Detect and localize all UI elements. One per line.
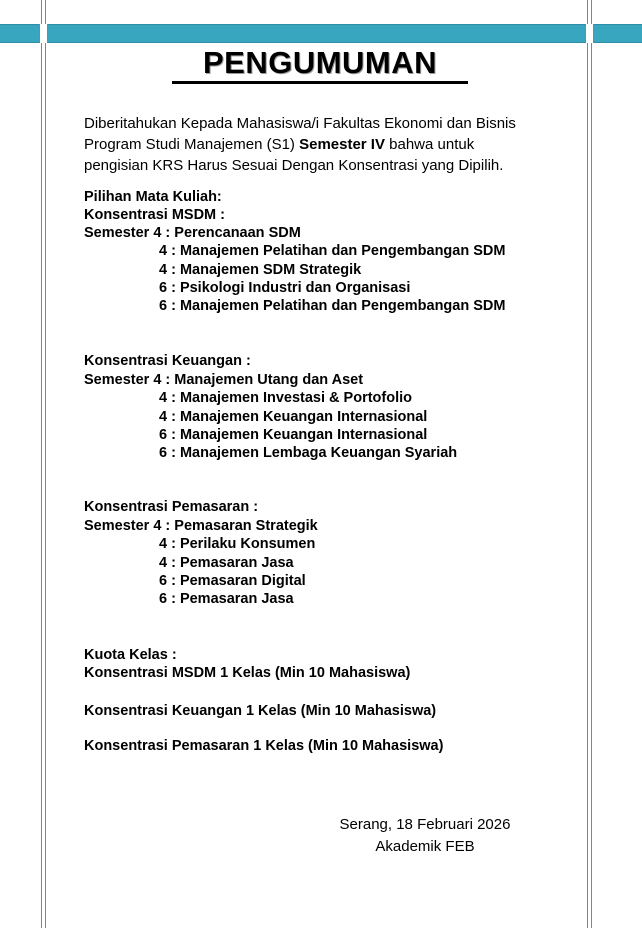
kuota-pemasaran: Konsentrasi Pemasaran 1 Kelas (Min 10 Mahasiswa) <box>84 738 444 754</box>
kuota-keuangan: Konsentrasi Keuangan 1 Kelas (Min 10 Mahasiswa) <box>84 703 437 719</box>
pemasaran-heading: Konsentrasi Pemasaran : <box>84 499 259 515</box>
intro-line-2-pre: Program Studi Manajemen (S1) <box>84 136 300 153</box>
intro-line-3: pengisian KRS Harus Sesuai Dengan Konsentrasi yang Dipilih. <box>84 157 504 174</box>
keuangan-row: 6 : Manajemen Lembaga Keuangan Syariah <box>159 445 458 461</box>
page-title: PENGUMUMAN <box>202 45 438 80</box>
intro-line-2 <box>84 134 554 155</box>
pemasaran-row: 4 : Perilaku Konsumen <box>159 536 316 552</box>
page-border-right <box>587 0 592 928</box>
keuangan-row: 4 : Manajemen Keuangan Internasional <box>159 409 428 425</box>
header-band-gap-right <box>585 24 594 43</box>
header-band-gap-left <box>39 24 48 43</box>
pemasaran-row: Semester 4 : Pemasaran Strategik <box>84 518 318 534</box>
keuangan-row: 4 : Manajemen Investasi & Portofolio <box>159 390 412 406</box>
msdm-row: 6 : Manajemen Pelatihan dan Pengembangan SDM <box>159 298 506 314</box>
sign-place-date: Serang, 18 Februari 2026 <box>339 816 511 833</box>
msdm-row: 4 : Manajemen Pelatihan dan Pengembangan SDM <box>159 243 506 259</box>
kuota-heading: Kuota Kelas : <box>84 647 177 663</box>
intro-line-1: Diberitahukan Kepada Mahasiswa/i Fakultas Ekonomi dan Bisnis <box>84 115 516 132</box>
header-band <box>0 24 642 43</box>
pilihan-heading: Pilihan Mata Kuliah: <box>84 189 222 205</box>
pemasaran-row: 6 : Pemasaran Jasa <box>159 591 294 607</box>
pemasaran-row: 4 : Pemasaran Jasa <box>159 555 294 571</box>
page-border-left <box>41 0 46 928</box>
intro-paragraph <box>84 113 554 176</box>
msdm-row: 4 : Manajemen SDM Strategik <box>159 262 362 278</box>
pemasaran-row: 6 : Pemasaran Digital <box>159 573 306 589</box>
sign-signer: Akademik FEB <box>375 838 475 855</box>
msdm-heading: Konsentrasi MSDM : <box>84 207 225 223</box>
keuangan-heading: Konsentrasi Keuangan : <box>84 353 251 369</box>
title-underline <box>172 81 468 84</box>
kuota-msdm: Konsentrasi MSDM 1 Kelas (Min 10 Mahasiswa) <box>84 665 411 681</box>
intro-semester: Semester IV <box>299 136 385 153</box>
keuangan-row: Semester 4 : Manajemen Utang dan Aset <box>84 372 364 388</box>
intro-line-2-post: bahwa untuk <box>384 136 475 153</box>
keuangan-row: 6 : Manajemen Keuangan Internasional <box>159 427 428 443</box>
msdm-row: 6 : Psikologi Industri dan Organisasi <box>159 280 411 296</box>
msdm-row: Semester 4 : Perencanaan SDM <box>84 225 301 241</box>
